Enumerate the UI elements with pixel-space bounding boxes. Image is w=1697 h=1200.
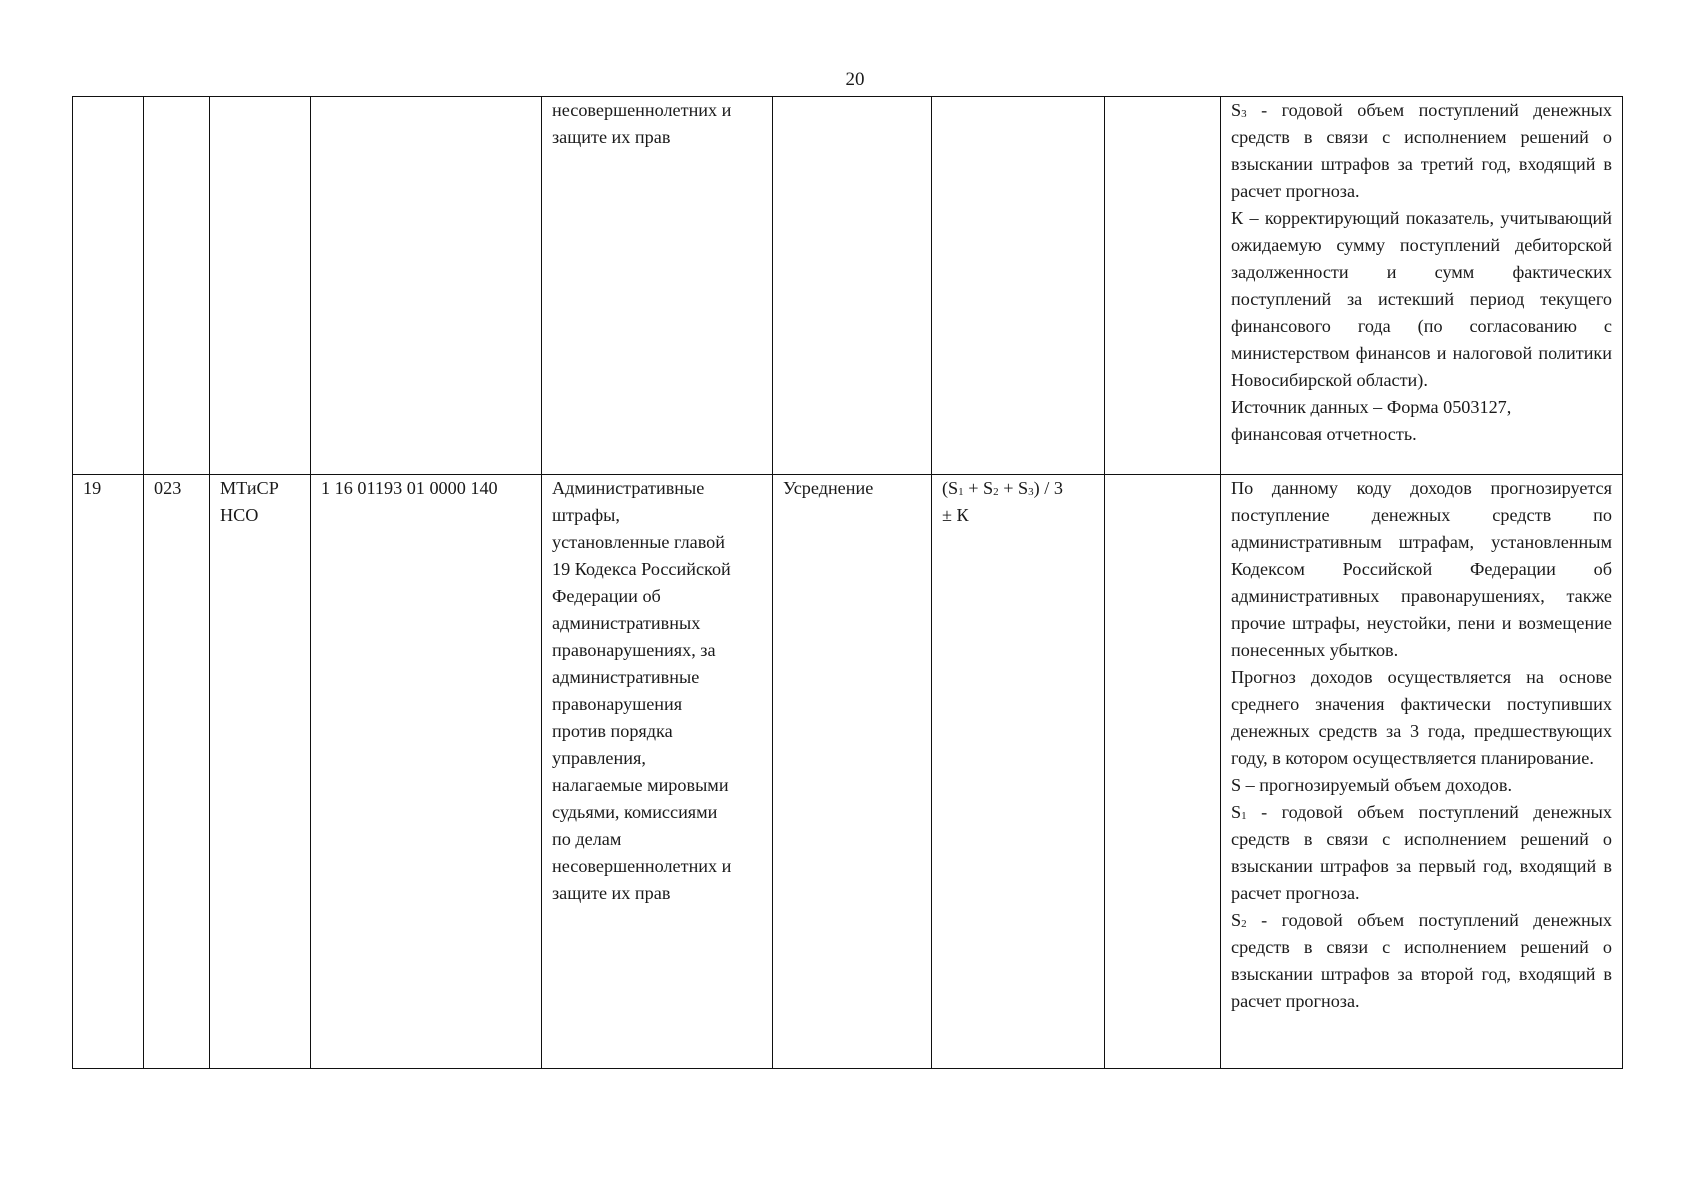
description-paragraph: По данному коду доходов прогнозируется поступление денежных средств по административным штрафам, установленным Кодексом Российской Федерации об административных правонарушениях, также прочие штрафы, неустойки, пени и возмещение понесенных убытков. <box>1231 478 1612 660</box>
cell-admin-name <box>210 97 311 475</box>
formula-line: ± К <box>942 505 969 525</box>
cell-method: Усреднение <box>773 475 932 1069</box>
income-forecast-table <box>72 96 1623 1069</box>
cell-number: 19 <box>73 475 144 1069</box>
description-paragraph: S – прогнозируемый объем доходов. <box>1231 775 1512 795</box>
description-paragraph: $S_2$ - годовой объем поступлений денежных средств в связи с исполнением решений о взыскании штрафов за второй год, входящий в расчет прогноза. <box>1231 910 1612 1011</box>
table-row-continued <box>73 97 1623 475</box>
table-row-19 <box>73 475 1623 1069</box>
description-paragraph: Источник данных – Форма 0503127, финансовая отчетность. <box>1231 397 1512 444</box>
cell-description <box>1221 475 1623 1069</box>
cell-empty <box>1105 97 1221 475</box>
cell-admin-code: 023 <box>144 475 210 1069</box>
cell-income-name: несовершеннолетних и защите их прав <box>542 97 773 475</box>
cell-method <box>773 97 932 475</box>
formula-line: $(S_1 + S_2 + S_3) / 3$ <box>942 478 1063 498</box>
cell-number <box>73 97 144 475</box>
cell-income-name: Административные штрафы, установленные главой 19 Кодекса Российской Федерации об административных правонарушениях, за административные правонарушения против порядка управления, налагаемые мировыми судьями, комиссиями по делам несовершеннолетних и защите их прав <box>542 475 773 1069</box>
cell-admin-code <box>144 97 210 475</box>
cell-admin-name: МТиСР НСО <box>210 475 311 1069</box>
cell-formula <box>932 97 1105 475</box>
cell-income-code: 1 16 01193 01 0000 140 <box>311 475 542 1069</box>
description-paragraph: $S_3$ - годовой объем поступлений денежных средств в связи с исполнением решений о взыскании штрафов за третий год, входящий в расчет прогноза. <box>1231 100 1612 201</box>
cell-description <box>1221 97 1623 475</box>
cell-empty <box>1105 475 1221 1069</box>
page-number: 20 <box>845 69 865 90</box>
description-paragraph: $S_1$ - годовой объем поступлений денежных средств в связи с исполнением решений о взыскании штрафов за первый год, входящий в расчет прогноза. <box>1231 802 1612 903</box>
description-paragraph: К – корректирующий показатель, учитывающий ожидаемую сумму поступлений дебиторской задолженности и сумм фактических поступлений за истекший период текущего финансового года (по согласованию с министерством финансов и налоговой политики Новосибирской области). <box>1231 208 1612 390</box>
cell-formula <box>932 475 1105 1069</box>
description-paragraph: Прогноз доходов осуществляется на основе среднего значения фактически поступивших денежных средств за 3 года, предшествующих году, в котором осуществляется планирование. <box>1231 667 1612 768</box>
cell-income-code <box>311 97 542 475</box>
